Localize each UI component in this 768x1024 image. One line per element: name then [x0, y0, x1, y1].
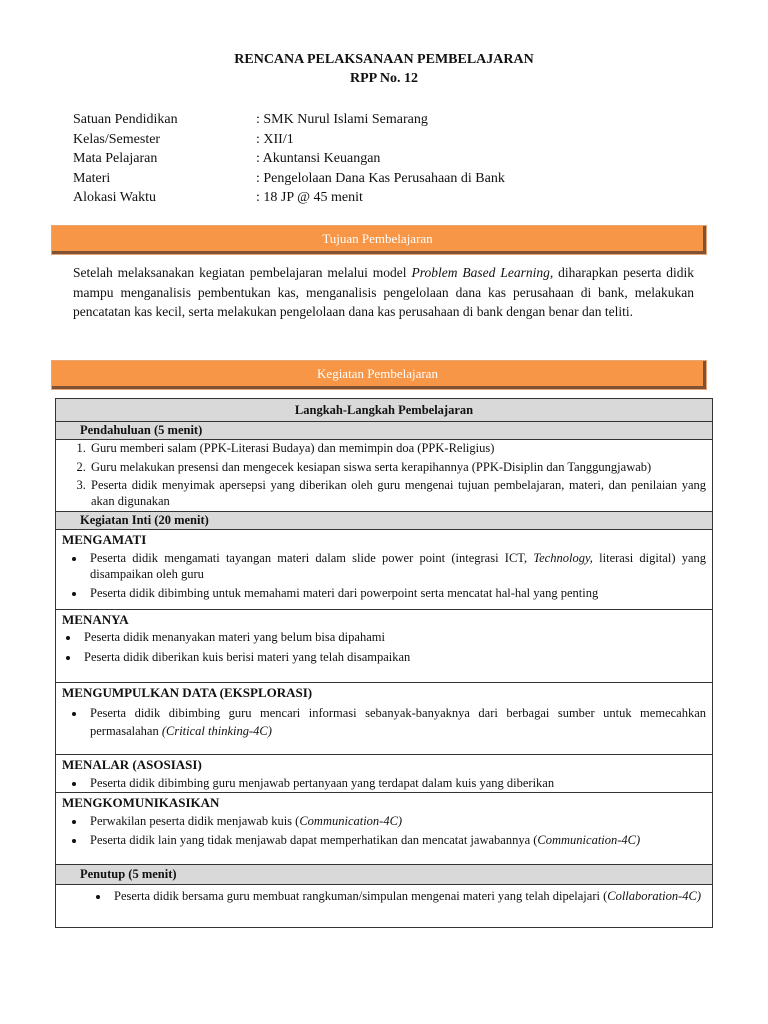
- tujuan-paragraph: [73, 263, 694, 322]
- info-block: [73, 110, 505, 208]
- list-text-em: Communication-4C): [537, 833, 641, 847]
- document-title: RENCANA PELAKSANAAN PEMBELAJARAN: [234, 52, 534, 67]
- table-row: [56, 610, 713, 683]
- table-row: [56, 683, 713, 755]
- section-row: [56, 512, 713, 530]
- info-value: : Pengelolaan Dana Kas Perusahaan di Bank: [256, 170, 505, 186]
- section-penutup: Penutup (5 menit): [56, 864, 713, 884]
- list-item: [86, 814, 706, 830]
- list-item: [86, 551, 706, 582]
- list-item: 1. Guru memberi salam (PPK-Literasi Budaya) dan memimpin doa (PPK-Religius): [89, 441, 706, 457]
- list-text: Peserta didik lain yang tidak menjawab dapat memperhatikan dan mencatat jawabannya (: [90, 833, 538, 847]
- komunikasi-cell: [56, 792, 713, 864]
- info-row-mapel: [73, 149, 505, 169]
- table-row: [56, 792, 713, 864]
- table-row: [56, 530, 713, 610]
- list-item: • Peserta didik dibimbing guru menjawab pertanyaan yang terdapat dalam kuis yang diberikan: [86, 776, 706, 792]
- info-row-satuan: [73, 110, 505, 130]
- menanya-list: [56, 630, 706, 665]
- table-header-row: [56, 399, 713, 422]
- tujuan-text-before: Setelah melaksanakan kegiatan pembelajaran melalui model: [73, 265, 412, 280]
- document-subtitle: RPP No. 12: [349, 71, 419, 86]
- kegiatan-banner: Kegiatan Pembelajaran: [52, 361, 706, 389]
- list-text-em: Technology,: [533, 551, 593, 565]
- info-label: Alokasi Waktu: [73, 190, 156, 205]
- mengamati-list: [62, 551, 706, 602]
- tujuan-text-after: diharapkan peserta didik mampu menganalisis pembentukan kas, menganalisis pengelolaan dana kas perusahaan di bank, melakukan pencatatan kas kecil, serta melakukan pengelolaan dana kas perusahaan di bank dengan benar dan teliti.: [73, 265, 694, 320]
- list-text: Peserta didik mengamati tayangan materi dalam slide power point (integrasi ICT,: [90, 551, 534, 565]
- step-title-mengamati: MENGAMATI: [62, 532, 147, 547]
- list-text: Peserta didik bersama guru membuat rangkuman/simpulan mengenai materi yang telah dipelajari (: [114, 888, 608, 903]
- list-item: • Peserta didik diberikan kuis berisi materi yang telah disampaikan: [80, 650, 706, 666]
- info-label: Satuan Pendidikan: [73, 112, 178, 127]
- info-row-kelas: [73, 130, 505, 150]
- list-item: 3. Peserta didik menyimak apersepsi yang diberikan oleh guru mengenai tujuan pembelajaran, materi, dan penilaian yang akan digunakan: [89, 478, 706, 509]
- penutup-list: [86, 889, 706, 905]
- tujuan-model: Problem Based Learning,: [411, 265, 554, 280]
- pendahuluan-cell: [56, 440, 713, 512]
- list-item: [86, 833, 706, 849]
- section-row: [56, 422, 713, 440]
- eksplorasi-cell: [56, 683, 713, 755]
- asosiasi-list: [62, 776, 706, 792]
- list-item: 2. Guru melakukan presensi dan mengecek kesiapan siswa serta kerapihannya (PPK-Disiplin dan Tanggungjawab): [89, 460, 706, 476]
- section-row: [56, 864, 713, 884]
- list-text: Peserta didik dibimbing guru mencari informasi sebanyak-banyaknya dari berbagai sumber untuk memecahkan permasalahan: [90, 706, 706, 738]
- list-text-em: Collaboration-4C): [607, 888, 702, 903]
- list-text: literasi digital) yang disampaikan oleh guru: [90, 551, 706, 581]
- list-item: [86, 704, 706, 740]
- list-text-em: Communication-4C): [299, 813, 403, 828]
- table-header: Langkah-Langkah Pembelajaran: [56, 399, 713, 422]
- list-text: Perwakilan peserta didik menjawab kuis (: [90, 813, 300, 828]
- info-value: : SMK Nurul Islami Semarang: [256, 112, 428, 127]
- menanya-cell: [56, 610, 713, 683]
- info-value: : 18 JP @ 45 menit: [256, 190, 363, 205]
- info-label: Materi: [73, 170, 111, 186]
- info-row-materi: [73, 169, 505, 189]
- eksplorasi-list: [62, 704, 706, 740]
- mengamati-cell: [56, 530, 713, 610]
- info-value: : Akuntansi Keuangan: [256, 151, 381, 166]
- list-item: [110, 889, 706, 905]
- steps-table: [55, 398, 713, 928]
- step-title-asosiasi: MENALAR (ASOSIASI): [62, 757, 202, 772]
- table-row: [56, 884, 713, 927]
- komunikasi-list: [62, 814, 706, 849]
- step-title-eksplorasi: MENGUMPULKAN DATA (EKSPLORASI): [62, 685, 313, 700]
- info-label: Mata Pelajaran: [73, 151, 158, 166]
- table-row: [56, 755, 713, 793]
- asosiasi-cell: [56, 755, 713, 793]
- tujuan-banner: Tujuan Pembelajaran: [52, 226, 706, 254]
- info-row-alokasi: [73, 188, 505, 208]
- section-pendahuluan: Pendahuluan (5 menit): [56, 422, 713, 440]
- list-item: • Peserta didik menanyakan materi yang belum bisa dipahami: [80, 630, 706, 646]
- list-item: • Peserta didik dibimbing untuk memahami materi dari powerpoint serta mencatat hal-hal yang penting: [86, 586, 706, 602]
- info-label: Kelas/Semester: [73, 131, 161, 147]
- list-text-em: (Critical thinking-4C): [161, 724, 272, 738]
- table-row: [56, 440, 713, 512]
- section-inti: Kegiatan Inti (20 menit): [56, 512, 713, 530]
- pendahuluan-list: [62, 441, 706, 509]
- step-title-menanya: MENANYA: [62, 612, 129, 627]
- step-title-komunikasi: MENGKOMUNIKASIKAN: [62, 794, 220, 810]
- info-value: : XII/1: [256, 131, 294, 147]
- penutup-cell: [56, 884, 713, 927]
